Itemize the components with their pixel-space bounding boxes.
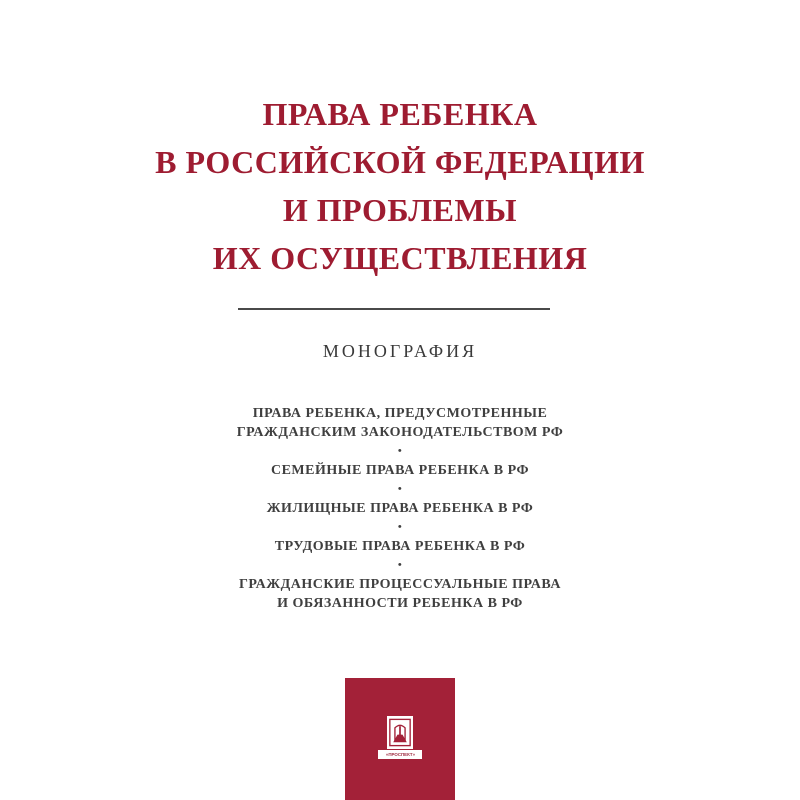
- title-line-1: ПРАВА РЕБЕНКА: [262, 96, 538, 132]
- publisher-gate-icon: [387, 716, 413, 749]
- title-divider-rule: [238, 308, 550, 310]
- topic-line: ТРУДОВЫЕ ПРАВА РЕБЕНКА В РФ: [274, 539, 526, 554]
- bullet-separator-icon: •: [397, 559, 403, 571]
- topic-item-3: [0, 499, 800, 518]
- topic-item-5: [0, 575, 800, 613]
- title-line-4: ИХ ОСУЩЕСТВЛЕНИЯ: [212, 240, 588, 276]
- bullet-separator-icon: •: [397, 521, 403, 533]
- topic-item-1: [0, 404, 800, 442]
- publisher-logo-block: [345, 678, 455, 800]
- topics-list: [0, 404, 800, 613]
- subtitle-monograph: МОНОГРАФИЯ: [322, 341, 478, 361]
- topic-line: ПРАВА РЕБЕНКА, ПРЕДУСМОТРЕННЫЕ: [252, 406, 548, 421]
- title-line-3: И ПРОБЛЕМЫ: [282, 192, 518, 228]
- topic-line: И ОБЯЗАННОСТИ РЕБЕНКА В РФ: [277, 596, 523, 611]
- publisher-name-band: [378, 750, 422, 759]
- topic-line: ГРАЖДАНСКИМ ЗАКОНОДАТЕЛЬСТВОМ РФ: [236, 425, 564, 440]
- bullet-separator-icon: •: [397, 483, 403, 495]
- book-title: [0, 90, 800, 282]
- publisher-name: «ПРОСПЕКТ»: [385, 752, 415, 757]
- title-line-2: В РОССИЙСКОЙ ФЕДЕРАЦИИ: [155, 144, 645, 180]
- topic-item-2: [0, 461, 800, 480]
- topic-line: ЖИЛИЩНЫЕ ПРАВА РЕБЕНКА В РФ: [266, 501, 534, 516]
- topic-item-4: [0, 537, 800, 556]
- topic-line: СЕМЕЙНЫЕ ПРАВА РЕБЕНКА В РФ: [270, 463, 529, 478]
- topic-line: ГРАЖДАНСКИЕ ПРОЦЕССУАЛЬНЫЕ ПРАВА: [239, 577, 561, 592]
- bullet-separator-icon: •: [397, 445, 403, 457]
